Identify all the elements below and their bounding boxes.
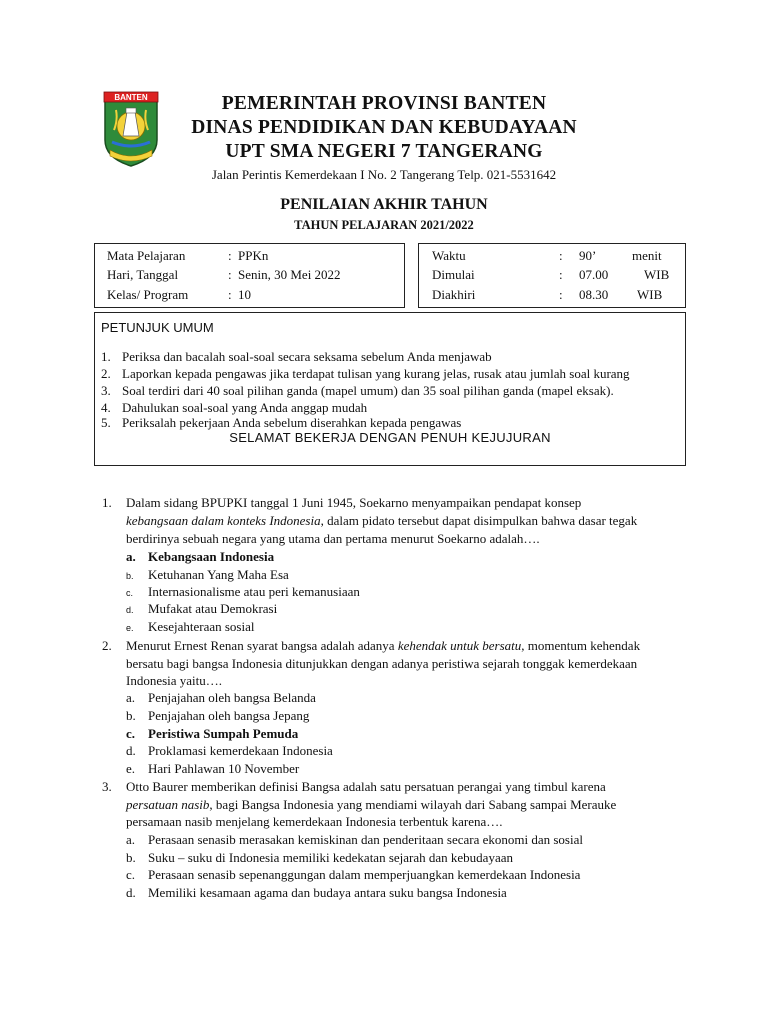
option-letter: d.: [126, 743, 136, 758]
letterhead: [170, 92, 598, 184]
option-letter: c.: [126, 588, 134, 598]
instruction-text: Periksa dan bacalah soal-soal secara seksama sebelum Anda menjawab: [122, 349, 492, 364]
question-text: , dalam pidato tersebut dapat disimpulkan bahwa dasar tegak: [320, 513, 638, 528]
question-text-line: [126, 813, 502, 830]
info-label: Kelas/ Program: [107, 287, 189, 302]
question-text-italic: persatuan nasib: [126, 797, 210, 812]
info-box-right: [418, 243, 686, 308]
info-row-class: [95, 285, 404, 304]
info-separator: :: [228, 267, 232, 282]
option-text: Kebangsaan Indonesia: [148, 549, 275, 564]
option-text: Hari Pahlawan 10 November: [148, 761, 300, 776]
question-text-line: [126, 494, 581, 511]
info-separator: :: [559, 248, 563, 263]
logo-banner-text: BANTEN: [114, 93, 148, 102]
question-number: 1.: [102, 495, 112, 510]
option-letter: e.: [126, 761, 136, 776]
info-value: 07.00: [579, 267, 609, 282]
answer-option-correct[interactable]: [126, 548, 274, 565]
answer-option[interactable]: [126, 760, 299, 777]
question-text-line: [126, 655, 637, 672]
info-separator: :: [228, 287, 232, 302]
info-label: Mata Pelajaran: [107, 248, 186, 263]
option-text: Penjajahan oleh bangsa Jepang: [148, 708, 310, 723]
option-letter: a.: [126, 549, 136, 564]
answer-option[interactable]: [126, 742, 333, 759]
question-number: 3.: [102, 779, 112, 794]
instruction-number: 5.: [101, 415, 111, 430]
answer-option[interactable]: [126, 689, 316, 706]
instruction-number: 2.: [101, 366, 111, 381]
info-unit: WIB: [637, 287, 663, 302]
question-text: Otto Baurer memberikan definisi Bangsa adalah satu persatuan perangai yang timbul karena: [126, 779, 606, 794]
question-text: persamaan nasib menjelang kemerdekaan Indonesia terbentuk karena….: [126, 814, 503, 829]
question-text: Dalam sidang BPUPKI tanggal 1 Juni 1945, Soekarno menyampaikan pendapat konsep: [126, 495, 582, 510]
option-text: Perasaan senasib sepenanggungan dalam memperjuangkan kemerdekaan Indonesia: [148, 867, 581, 882]
question-text-line: [126, 637, 640, 654]
exam-title: PENILAIAN AKHIR TAHUN: [280, 196, 488, 213]
info-value: 10: [238, 287, 251, 302]
instruction-text: Laporkan kepada pengawas jika terdapat tulisan yang kurang jelas, rusak atau jumlah soal kurang: [122, 366, 630, 381]
info-value: PPKn: [238, 248, 269, 263]
option-text: Internasionalisme atau peri kemanusiaan: [148, 584, 360, 599]
instruction-number: 1.: [101, 349, 111, 364]
info-label: Diakhiri: [432, 287, 476, 302]
instructions-title: PETUNJUK UMUM: [101, 320, 214, 335]
option-text: Peristiwa Sumpah Pemuda: [148, 726, 299, 741]
question-text-italic: kebangsaan dalam konteks Indonesia: [126, 513, 321, 528]
question-text: Menurut Ernest Renan syarat bangsa adalah adanya: [126, 638, 398, 653]
info-unit: WIB: [644, 267, 670, 282]
option-letter: c.: [126, 726, 136, 741]
info-label: Waktu: [432, 248, 466, 263]
header-department: DINAS PENDIDIKAN DAN KEBUDAYAAN: [191, 117, 577, 138]
info-value: 90’: [579, 248, 597, 263]
answer-option[interactable]: [126, 884, 507, 901]
option-letter: d.: [126, 885, 136, 900]
info-label: Hari, Tanggal: [107, 267, 179, 282]
info-value: Senin, 30 Mei 2022: [238, 267, 341, 282]
info-row-duration: [419, 246, 685, 265]
option-letter: c.: [126, 867, 136, 882]
option-text: Ketuhanan Yang Maha Esa: [148, 567, 289, 582]
option-text: Penjajahan oleh bangsa Belanda: [148, 690, 316, 705]
banten-crest-logo: [102, 90, 160, 168]
info-value: 08.30: [579, 287, 609, 302]
answer-option-correct[interactable]: [126, 725, 298, 742]
option-text: Proklamasi kemerdekaan Indonesia: [148, 743, 333, 758]
option-text: Perasaan senasib merasakan kemiskinan dan penderitaan secara ekonomi dan sosial: [148, 832, 583, 847]
info-row-subject: [95, 246, 404, 265]
info-separator: :: [559, 267, 563, 282]
instruction-text: Soal terdiri dari 40 soal pilihan ganda (mapel umum) dan 35 soal pilihan ganda (mapel eksak).: [122, 383, 614, 398]
header-address: Jalan Perintis Kemerdekaan I No. 2 Tangerang Telp. 021-5531642: [211, 167, 557, 182]
answer-option[interactable]: [126, 618, 254, 637]
option-letter: b.: [126, 571, 134, 581]
option-text: Mufakat atau Demokrasi: [148, 601, 278, 616]
info-label: Dimulai: [432, 267, 475, 282]
question-text-line: [126, 778, 606, 795]
info-separator: :: [228, 248, 232, 263]
option-letter: e.: [126, 623, 134, 633]
answer-option[interactable]: [126, 831, 583, 848]
info-unit: menit: [632, 248, 662, 263]
question-text: bersatu bagi bangsa Indonesia ditunjukkan dengan adanya peristiwa sejarah tonggak kemerdekaan: [126, 656, 638, 671]
instruction-number: 3.: [101, 383, 111, 398]
question-text: Indonesia yaitu….: [126, 673, 223, 688]
option-text: Suku – suku di Indonesia memiliki kedekatan sejarah dan kebudayaan: [148, 850, 513, 865]
instruction-number: 4.: [101, 400, 111, 415]
academic-year: TAHUN PELAJARAN 2021/2022: [294, 218, 474, 232]
closing-message: SELAMAT BEKERJA DENGAN PENUH KEJUJURAN: [229, 430, 551, 445]
instruction-text: Periksalah pekerjaan Anda sebelum diserahkan kepada pengawas: [122, 415, 462, 430]
answer-option[interactable]: [126, 600, 277, 619]
instructions-box: [94, 312, 686, 466]
info-row-start: [419, 265, 685, 284]
question-text-line: [126, 796, 616, 813]
header-province: PEMERINTAH PROVINSI BANTEN: [221, 93, 547, 114]
info-row-date: [95, 265, 404, 284]
option-letter: b.: [126, 850, 136, 865]
question-text: , momentum kehendak: [521, 638, 641, 653]
info-box-left: [94, 243, 405, 308]
question-text: , bagi Bangsa Indonesia yang mendiami wilayah dari Sabang sampai Merauke: [209, 797, 617, 812]
option-letter: a.: [126, 690, 136, 705]
option-text: Kesejahteraan sosial: [148, 619, 255, 634]
question-text: berdirinya sebuah negara yang utama dan pertama menurut Soekarno adalah….: [126, 531, 540, 546]
option-text: Memiliki kesamaan agama dan budaya antara suku bangsa Indonesia: [148, 885, 507, 900]
option-letter: b.: [126, 708, 136, 723]
question-text-line: [126, 672, 222, 689]
question-text-line: [126, 530, 540, 547]
option-letter: d.: [126, 605, 134, 615]
option-letter: a.: [126, 832, 136, 847]
answer-option[interactable]: [126, 707, 309, 724]
question-number: 2.: [102, 638, 112, 653]
instruction-text: Dahulukan soal-soal yang Anda anggap mudah: [122, 400, 368, 415]
info-separator: :: [559, 287, 563, 302]
question-text-italic: kehendak untuk bersatu: [397, 638, 522, 653]
question-text-line: [126, 512, 637, 529]
answer-option[interactable]: [126, 866, 580, 883]
answer-option[interactable]: [126, 849, 513, 866]
header-school: UPT SMA NEGERI 7 TANGERANG: [225, 141, 543, 162]
info-row-end: [419, 285, 685, 304]
